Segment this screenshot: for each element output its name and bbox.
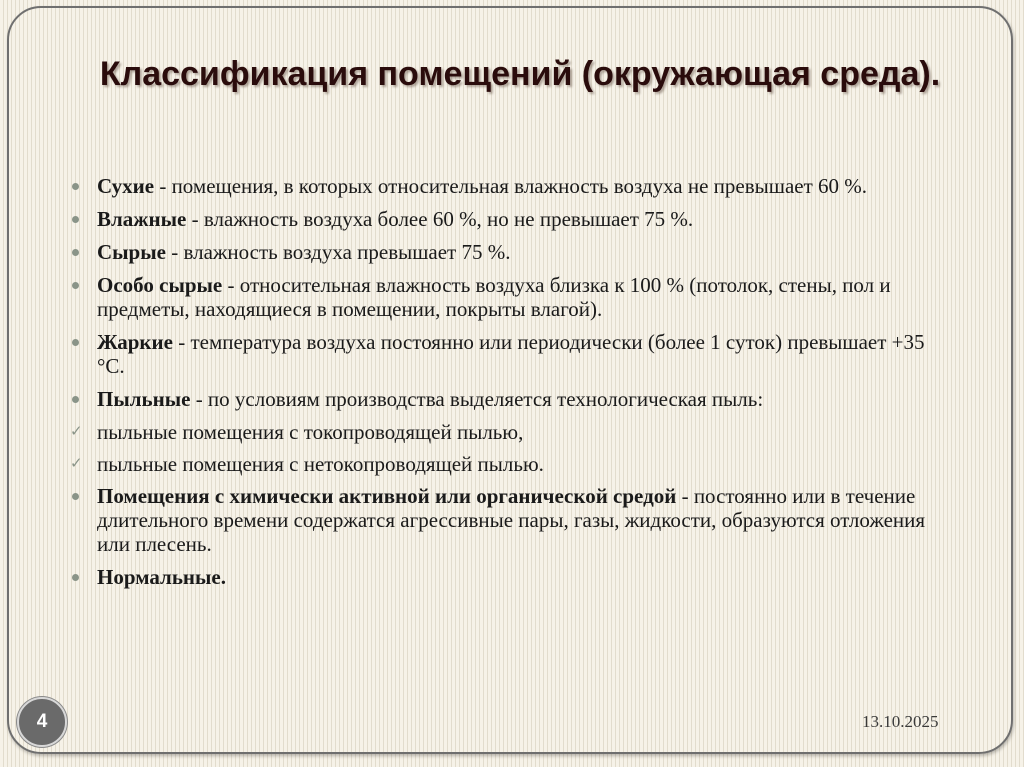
item-text: - относительная влажность воздуха близка к 100 % (потолок, стены, пол и предметы, находящиеся в помещении, покрыты влагой). — [97, 273, 891, 321]
bullet-icon — [72, 396, 79, 403]
item-text: пыльные помещения с токопроводящей пылью, — [97, 420, 524, 444]
list-item-dry — [72, 174, 952, 198]
checkmark-icon: ✓ — [70, 454, 83, 472]
item-text: - по условиям производства выделяется технологическая пыль: — [190, 387, 764, 411]
bullet-icon — [72, 249, 79, 256]
checkmark-icon: ✓ — [70, 422, 83, 440]
list-item-conductive-dust — [72, 420, 952, 444]
list-item-nonconductive-dust — [72, 452, 952, 476]
item-term: Помещения с химически активной или органической средой — [97, 484, 677, 508]
list-item-damp — [72, 240, 952, 264]
bullet-icon — [72, 339, 79, 346]
item-text: - температура воздуха постоянно или периодически (более 1 суток) превышает +35 °С. — [97, 330, 925, 378]
item-text: - влажность воздуха превышает 75 %. — [165, 240, 511, 264]
bullet-icon — [72, 183, 79, 190]
list-item-humid — [72, 207, 952, 231]
list-item-very-damp — [72, 273, 952, 321]
item-term: Пыльные — [97, 387, 191, 411]
page-number-badge: 4 — [17, 697, 67, 747]
list-item-normal — [72, 565, 952, 589]
bullet-icon — [72, 574, 79, 581]
item-text: пыльные помещения с нетокопроводящей пылью. — [97, 452, 544, 476]
item-text: - влажность воздуха более 60 %, но не превышает 75 %. — [186, 207, 694, 231]
list-item-dusty — [72, 387, 952, 411]
bullet-icon — [72, 216, 79, 223]
bullet-icon — [72, 493, 79, 500]
classification-list — [72, 174, 952, 598]
item-term: Сырые — [97, 240, 166, 264]
bullet-icon — [72, 282, 79, 289]
item-term: Сухие — [97, 174, 155, 198]
list-item-hot — [72, 330, 952, 378]
slide-date: 13.10.2025 — [862, 712, 939, 731]
item-term: Влажные — [97, 207, 187, 231]
item-text: - помещения, в которых относительная влажность воздуха не превышает 60 %. — [154, 174, 868, 198]
item-term: Особо сырые — [97, 273, 223, 297]
list-item-chemically-active — [72, 484, 952, 556]
item-term: Жаркие — [97, 330, 173, 354]
slide-title: Классификация помещений (окружающая среда). — [99, 55, 941, 93]
item-term: Нормальные. — [97, 565, 226, 589]
item-text: - постоянно или в течение длительного времени содержатся агрессивные пары, газы, жидкости, образуются отложения или плесень. — [97, 484, 926, 556]
